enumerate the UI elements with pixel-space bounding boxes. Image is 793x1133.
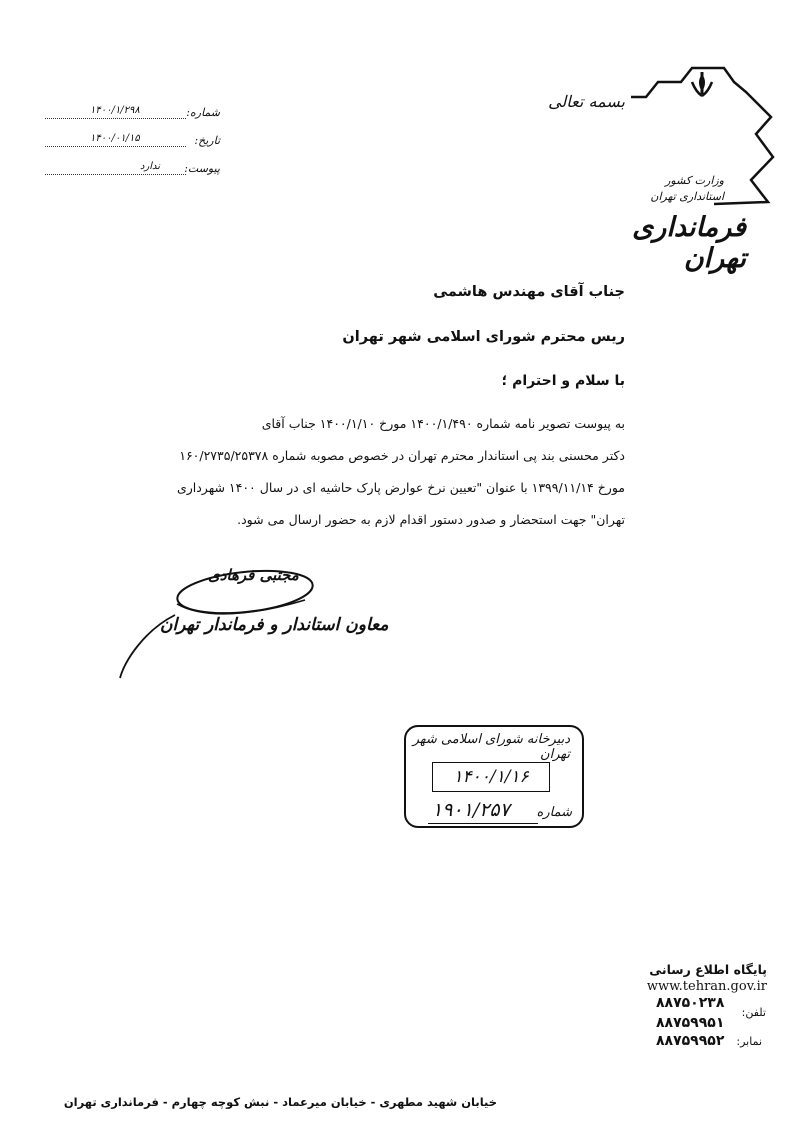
stamp-number: ۱۹۰۱/۲۵۷	[432, 799, 510, 821]
stamp-title: دبیرخانه شورای اسلامی شهر تهران	[412, 732, 570, 762]
logo-frame-icon	[596, 62, 776, 210]
greeting: با سلام و احترام ؛	[501, 373, 625, 389]
contact-numbers	[600, 995, 770, 1055]
salutation: بسمه تعالی	[548, 92, 625, 111]
portal-label: پایگاه اطلاع رسانی	[649, 962, 767, 977]
letter-attachment-line	[45, 174, 186, 175]
stamp-number-label: شماره	[536, 805, 572, 820]
emblem-icon	[692, 72, 712, 96]
letter-number-row	[45, 106, 220, 124]
phone-number-1: ۸۸۷۵۰۲۳۸	[656, 995, 725, 1011]
letter-date-label: تاریخ:	[194, 134, 220, 147]
addressee-title: ریس محترم شورای اسلامی شهر تهران	[342, 329, 625, 345]
logo-province: استانداری تهران	[650, 190, 724, 203]
ministry-logo	[596, 62, 776, 274]
letter-number-label: شماره:	[186, 106, 220, 119]
stamp-date-box	[432, 762, 550, 792]
addressee-name: جناب آقای مهندس هاشمی	[433, 284, 625, 300]
letter-number-line	[45, 118, 186, 119]
logo-governorate: فرمانداری تهران	[632, 212, 746, 274]
signatory-title: معاون استاندار و فرماندار تهران	[160, 615, 389, 635]
letter-date-row	[45, 134, 220, 152]
letter-number-value: ۱۴۰۰/۱/۲۹۸	[90, 105, 140, 116]
phone-number-2: ۸۸۷۵۹۹۵۱	[656, 1015, 725, 1031]
letter-attachment-value: ندارد	[140, 161, 161, 172]
body-line-4: تهران" جهت استحضار و صدور دستور اقدام لازم به حضور ارسال می شود.	[237, 512, 625, 527]
stamp-date: ۱۴۰۰/۱/۱۶	[453, 767, 529, 787]
body-line-2: دکتر محسنی بند پی استاندار محترم تهران در خصوص مصوبه شماره ۱۶۰/۲۷۳۵/۲۵۳۷۸	[179, 448, 625, 463]
logo-ministry: وزارت کشور	[665, 174, 724, 187]
footer-address: خیابان شهید مطهری - خیابان میرعماد - نبش کوچه چهارم - فرمانداری تهران	[63, 1095, 497, 1109]
body-line-1: به پیوست تصویر نامه شماره ۱۴۰۰/۱/۴۹۰ مورخ ۱۴۰۰/۱/۱۰ جناب آقای	[261, 416, 625, 431]
stamp-number-underline	[428, 823, 538, 824]
body-line-3: مورخ ۱۳۹۹/۱۱/۱۴ با عنوان "تعیین نرخ عوارض پارک حاشیه ای در سال ۱۴۰۰ شهرداری	[176, 480, 625, 495]
letter-date-line	[45, 146, 186, 147]
phone-label: تلفن:	[741, 1006, 766, 1019]
fax-label: نمابر:	[736, 1035, 762, 1048]
letter-attachment-label: پیوست:	[184, 162, 220, 175]
website-link[interactable]: www.tehran.gov.ir	[646, 979, 767, 994]
letter-attachment-row	[45, 162, 220, 180]
signatory-name: مجتبی فرهادی	[208, 566, 299, 584]
letter-date-value: ۱۴۰۰/۰۱/۱۵	[90, 133, 140, 144]
fax-number: ۸۸۷۵۹۹۵۲	[656, 1033, 725, 1049]
receipt-stamp	[404, 725, 584, 828]
